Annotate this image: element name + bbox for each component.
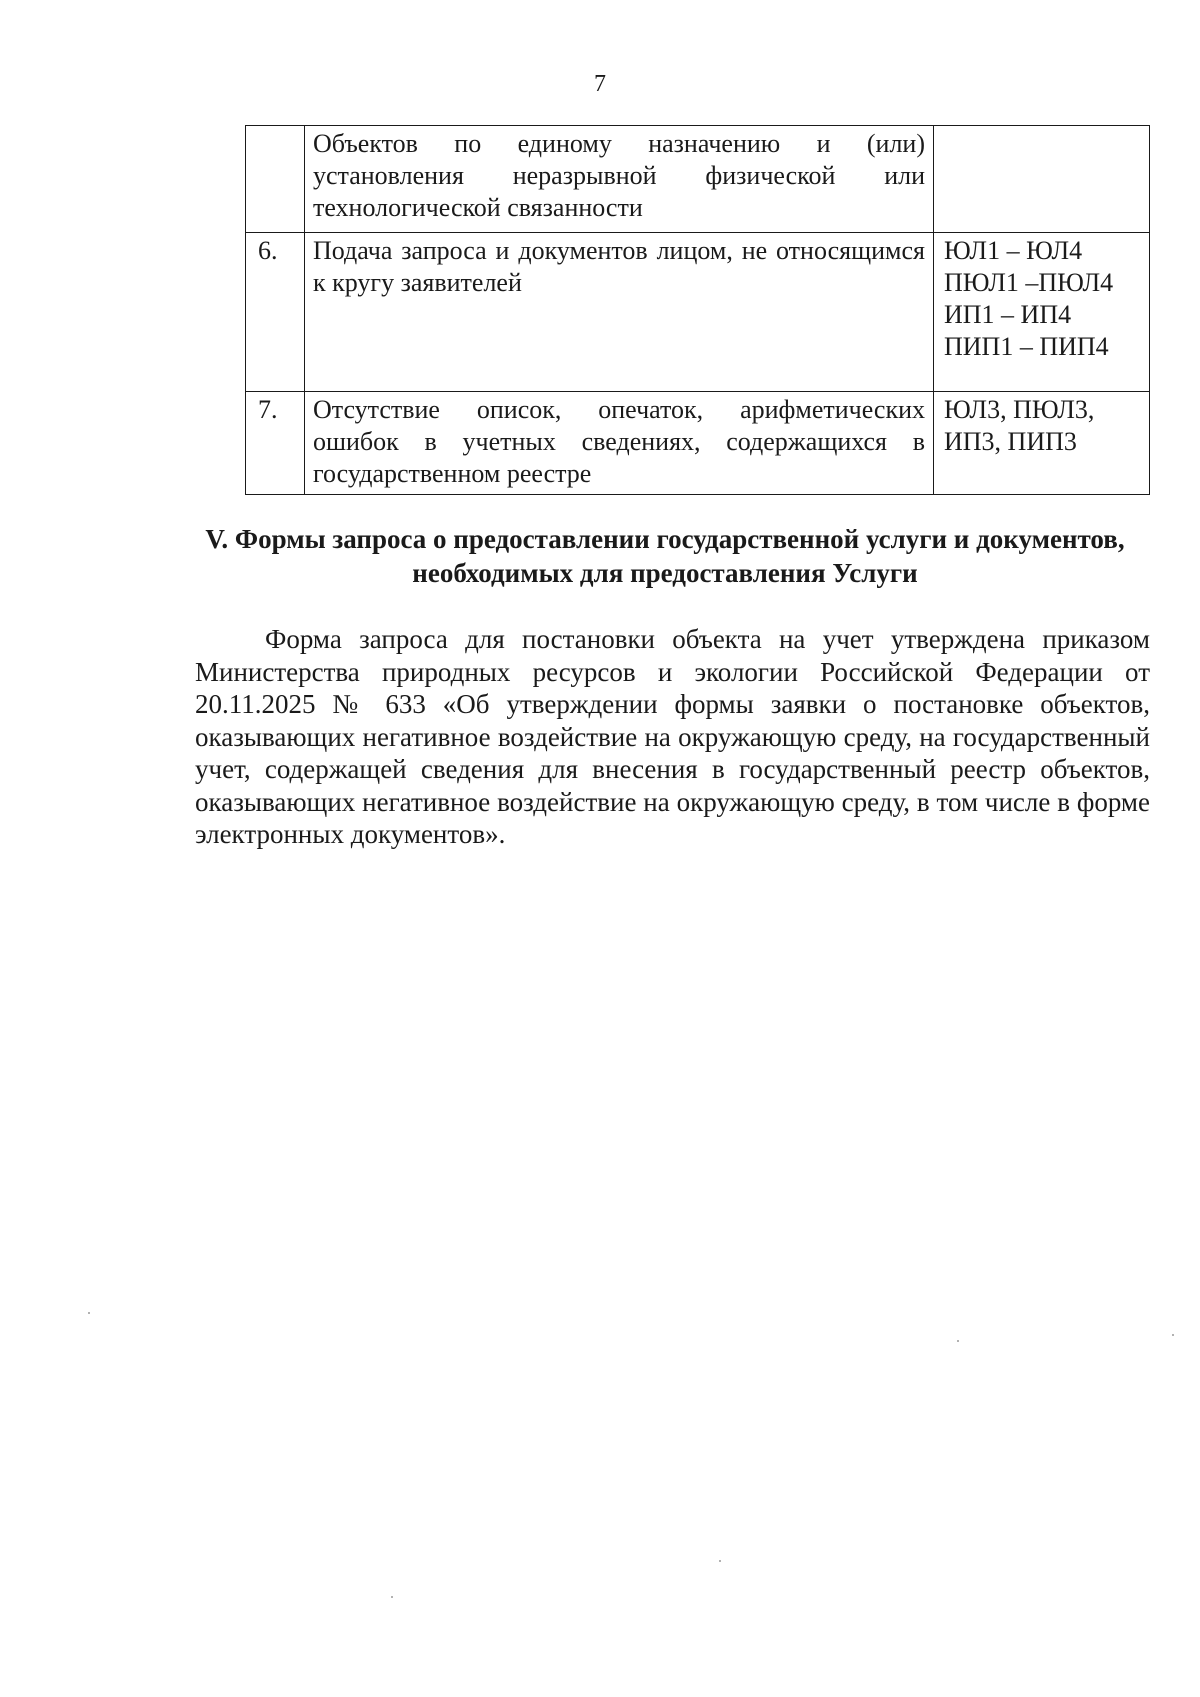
scan-speck bbox=[88, 1312, 90, 1314]
row-description: Отсутствие описок, опечаток, арифметических ошибок в учетных сведениях, содержащихся в государственном реестре bbox=[305, 392, 934, 495]
table-row bbox=[246, 392, 1150, 495]
applicant-code: ЮЛ1 – ЮЛ4 bbox=[944, 236, 1083, 265]
scan-speck bbox=[957, 1340, 959, 1342]
row-number: 7. bbox=[246, 392, 305, 495]
row-codes bbox=[934, 392, 1150, 495]
applicant-code: ПИП1 – ПИП4 bbox=[944, 332, 1109, 361]
table-row bbox=[246, 126, 1150, 233]
scan-speck bbox=[719, 1560, 721, 1562]
section-heading: V. Формы запроса о предоставлении государственной услуги и документов, необходимых для предоставления Услуги bbox=[205, 524, 1125, 588]
row-description: Подача запроса и документов лицом, не относящимся к кругу заявителей bbox=[305, 233, 934, 392]
row-codes bbox=[934, 233, 1150, 392]
applicant-code: ИП3, ПИП3 bbox=[944, 427, 1077, 456]
scan-speck bbox=[391, 1596, 393, 1598]
criteria-table bbox=[245, 125, 1150, 495]
table-row bbox=[246, 233, 1150, 392]
applicant-code: ЮЛ3, ПЮЛ3, bbox=[944, 395, 1095, 424]
page-number: 7 bbox=[594, 71, 606, 97]
row-codes bbox=[934, 126, 1150, 233]
applicant-code: ИП1 – ИП4 bbox=[944, 300, 1072, 329]
row-number bbox=[246, 126, 305, 233]
body-paragraph: Форма запроса для постановки объекта на учет утверждена приказом Министерства природных ресурсов и экологии Российской Федерации от 20.11.2025 № 633 «Об утверждении формы заявки о постановке объектов, оказывающих негативное воздействие на окружающую среду, на государственный учет, содержащей сведения для внесения в государственный реестр объектов, оказывающих негативное воздействие на окружающую среду, в том числе в форме электронных документов». bbox=[195, 624, 1150, 849]
scan-speck bbox=[1172, 1334, 1174, 1336]
applicant-code: ПЮЛ1 –ПЮЛ4 bbox=[944, 268, 1114, 297]
row-description: Объектов по единому назначению и (или) установления неразрывной физической или технологической связанности bbox=[305, 126, 934, 233]
row-number: 6. bbox=[246, 233, 305, 392]
